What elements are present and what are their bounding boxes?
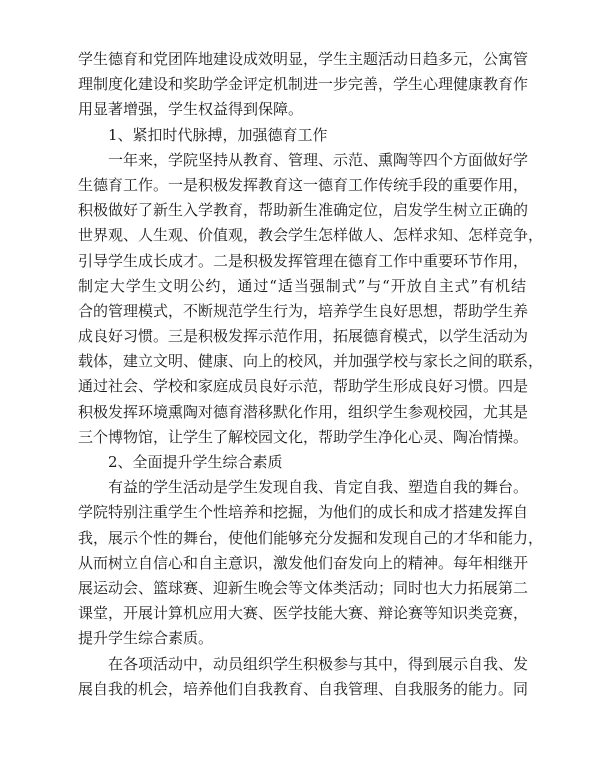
text-line: 三个博物馆，让学生了解校园文化，帮助学生净化心灵、陶冶情操。 [78, 427, 529, 446]
text-line: 学生德育和党团阵地建设成效明显，学生主题活动日趋多元，公寓管 [78, 50, 529, 68]
text-line: 理制度化建设和奖助学金评定机制进一步完善，学生心理健康教育作 [78, 75, 529, 94]
text-line: 引导学生成长成才。二是积极发挥管理在德育工作中重要环节作用， [78, 251, 529, 270]
text-line: 生德育工作。一是积极发挥教育这一德育工作传统手段的重要作用， [78, 175, 529, 194]
text-line: 展运动会、篮球赛、迎新生晚会等文体类活动；同时也大力拓展第二 [78, 578, 529, 597]
text-line: 成良好习惯。三是积极发挥示范作用，拓展德育模式，以学生活动为 [78, 327, 529, 346]
text-line: 积极做好了新生入学教育，帮助新生准确定位，启发学生树立正确的 [78, 201, 529, 220]
section-heading-1: 1、紧扣时代脉搏，加强德育工作 [108, 125, 328, 144]
text-line: 课堂，开展计算机应用大赛、医学技能大赛、辩论赛等知识类竞赛， [78, 604, 529, 623]
text-line: 制定大学生文明公约，通过“适当强制式”与“开放自主式”有机结 [78, 276, 526, 295]
text-line: 一年来，学院坚持从教育、管理、示范、熏陶等四个方面做好学 [108, 150, 529, 169]
text-line: 学院特别注重学生个性培养和挖掘，为他们的成长和成才搭建发挥自 [78, 503, 529, 522]
section-heading-2: 2、全面提升学生综合素质 [108, 453, 283, 471]
text-line: 用显著增强，学生权益得到保障。 [78, 100, 304, 119]
text-line: 有益的学生活动是学生发现自我、肯定自我、塑造自我的舞台。 [108, 478, 529, 497]
text-line: 我，展示个性的舞台，使他们能够充分发掘和发现自己的才华和能力， [78, 528, 544, 547]
text-line: 积极发挥环境熏陶对德育潜移默化作用，组织学生参观校园，尤其是 [78, 402, 529, 421]
text-line: 合的管理模式，不断规范学生行为，培养学生良好思想，帮助学生养 [78, 301, 529, 320]
text-line: 通过社会、学校和家庭成员良好示范，帮助学生形成良好习惯。四是 [78, 377, 529, 396]
text-line: 在各项活动中，动员组织学生积极参与其中，得到展示自我、发 [108, 654, 529, 673]
text-line: 世界观、人生观、价值观，教会学生怎样做人、怎样求知、怎样竞争， [78, 226, 544, 245]
text-line: 载体，建立文明、健康、向上的校风，并加强学校与家长之间的联系， [78, 352, 544, 371]
document-body [78, 47, 544, 702]
text-line: 展自我的机会，培养他们自我教育、自我管理、自我服务的能力。同 [78, 679, 529, 698]
text-line: 提升学生综合素质。 [78, 629, 214, 648]
text-line: 从而树立自信心和自主意识，激发他们奋发向上的精神。每年相继开 [78, 553, 529, 572]
